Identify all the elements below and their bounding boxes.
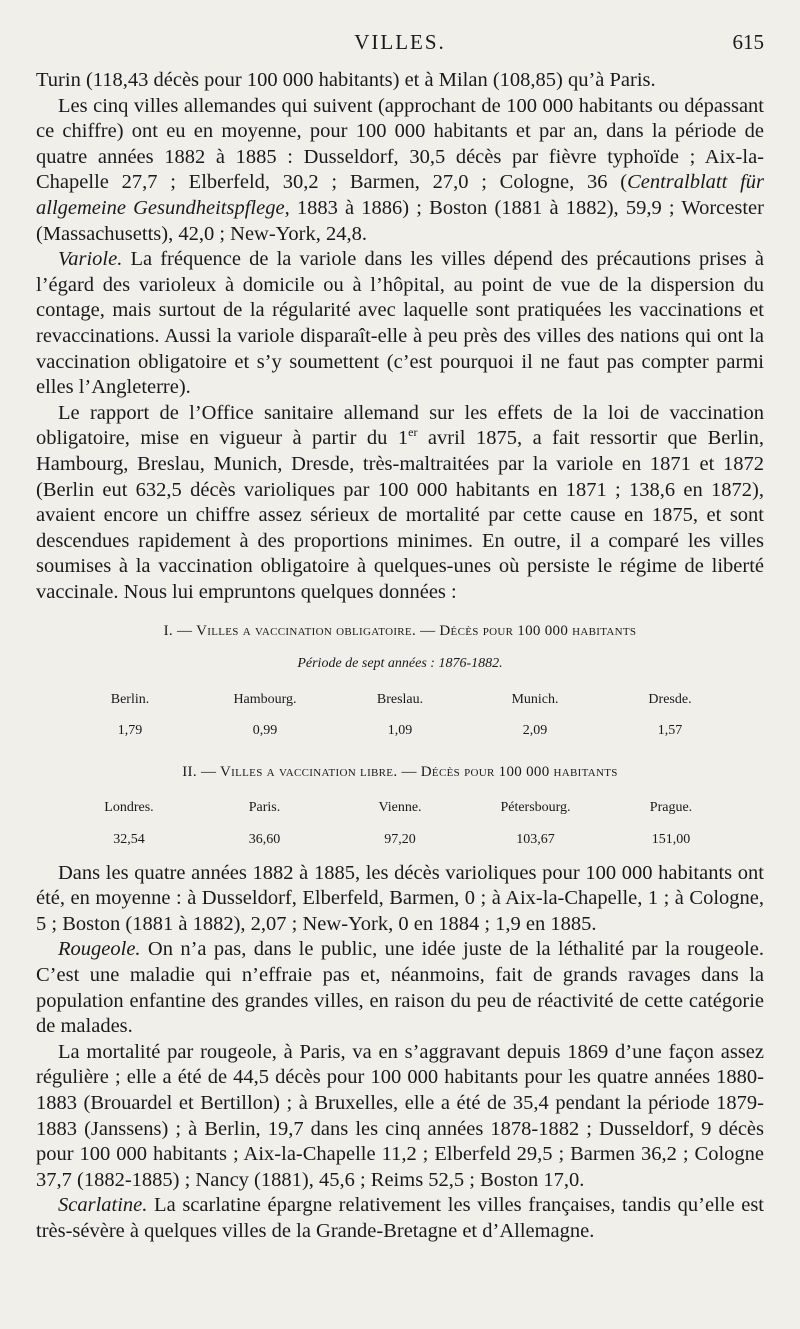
city-value: 2,09 bbox=[522, 723, 548, 739]
city-value: 151,00 bbox=[651, 832, 691, 848]
table-value-row bbox=[36, 718, 764, 744]
table-subtitle: Période de sept années : 1876-1882. bbox=[297, 656, 503, 672]
table-title-right: — Décès pour 100 000 habitants bbox=[420, 623, 637, 640]
table-title bbox=[36, 760, 764, 786]
city-value: 1,57 bbox=[657, 723, 683, 739]
paragraph bbox=[36, 247, 764, 401]
city-name: Breslau. bbox=[376, 691, 424, 707]
paragraph bbox=[36, 1193, 764, 1244]
paragraph: Dans les quatre années 1882 à 1885, les décès varioliques pour 100 000 habitants ont été, en moyenne : à Dusseldorf, Elberfeld, Barmen, 0 ; à Aix-la-Chapelle, 1 ; à Cologne, 5 ; Boston (1881 à 1882), 2,07 ; New-York, 0 en 1884 ; 1,9 en 1885. bbox=[36, 861, 764, 935]
text-run: La fréquence de la variole dans les villes dépend des précautions prises à l’égard des varioleux à domicile ou à l’hôpital, au point de vue de la dispersion du contage, mais surtout de la régularité avec laquelle sont pratiquées les vaccinations et revaccinations. Aussi la variole disparaît-elle à peu près des villes des nations qui ont la vaccination obligatoire et s’y soumettent (c’est pourquoi il ne faut pas compter parmi elles l’Angleterre). bbox=[36, 248, 764, 399]
table-vaccination-libre bbox=[36, 760, 764, 853]
text-run: On n’a pas, dans le public, une idée juste de la léthalité par la rougeole. C’est une maladie qui n’effraie pas et, néanmoins, fait de grands ravages dans la population enfantine des grandes villes, en raison du peu de réactivité de cette catégorie de malades. bbox=[36, 938, 764, 1038]
city-value: 103,67 bbox=[516, 832, 555, 848]
citation-title: Centralblatt für allgemeine Gesundheitspflege bbox=[36, 171, 764, 219]
paragraph bbox=[36, 94, 764, 248]
text-run: Le rapport de l’Office sanitaire allemand sur les effets de la loi de vaccination obligatoire, mise en vigueur à partir du 1 bbox=[36, 401, 764, 450]
table-vaccination-obligatoire bbox=[36, 619, 764, 743]
paragraph: Turin (118,43 décès pour 100 000 habitants) et à Milan (108,85) qu’à Paris. bbox=[36, 69, 656, 91]
section-heading-rougeole: Rougeole. bbox=[58, 938, 141, 961]
city-name: Hambourg. bbox=[233, 691, 297, 707]
paragraph: La mortalité par rougeole, à Paris, va en s’aggravant depuis 1869 d’une façon assez régulière ; elle a été de 44,5 décès pour 100 000 habitants pour les quatre années 1880-1883 (Brouardel et Bertillon) ; à Bruxelles, elle a été de 35,4 pendant la période 1879-1883 (Janssens) ; à Berlin, 19,7 dans les cinq années 1878-1882 ; Dusseldorf, 9 décès pour 100 000 habitants ; Aix-la-Chapelle 11,2 ; Elberfeld 29,5 ; Barmen 36,2 ; Cologne 37,7 (1882-1885) ; Nancy (1881), 45,6 ; Reims 52,5 ; Boston 17,0. bbox=[36, 1040, 764, 1191]
superscript: er bbox=[408, 425, 418, 440]
running-title: VILLES. bbox=[354, 30, 446, 54]
city-name: Berlin. bbox=[110, 691, 150, 707]
city-name: Vienne. bbox=[378, 800, 422, 816]
city-name: Prague. bbox=[649, 800, 693, 816]
paragraph bbox=[36, 401, 764, 606]
table-title-left: I. — Villes a vaccination obligatoire. bbox=[163, 623, 416, 640]
city-value: 1,79 bbox=[117, 723, 143, 739]
table-header-row bbox=[36, 795, 764, 821]
page-header bbox=[36, 30, 764, 60]
city-value: 32,54 bbox=[113, 832, 145, 848]
text-run: , 1883 à 1886) ; Boston (1881 à 1882), 59,9 ; Worcester (Massachusetts), 42,0 ; New-York, 24,8. bbox=[36, 196, 764, 245]
table-title bbox=[36, 619, 764, 645]
city-name: Londres. bbox=[104, 800, 154, 816]
table-title-right: — Décès pour 100 000 habitants bbox=[401, 763, 618, 780]
text-run: avril 1875, a fait ressortir que Berlin, Hambourg, Breslau, Munich, Dresde, très-maltraitées par la variole en 1871 et 1872 (Berlin eut 632,5 décès varioliques par 100 000 habitants en 1871 ; 138,6 en 1872), avaient encore un chiffre assez sérieux de mortalité par cette cause en 1875, et sont descendues rapidement à des proportions minimes. En outre, il a comparé les villes soumises à la vaccination obligatoire à quelques-unes où persiste le régime de liberté vaccinale. Nous lui empruntons quelques données : bbox=[36, 427, 764, 603]
city-name: Munich. bbox=[511, 691, 559, 707]
text-run: Les cinq villes allemandes qui suivent (approchant de 100 000 habitants ou dépassant ce chiffre) ont eu en moyenne, pour 100 000 habitants et par an, dans la période de quatre années 1882 à 1885 : Dusseldorf, 30,5 décès par fièvre typhoïde ; Aix-la-Chapelle 27,7 ; Elberfeld, 30,2 ; Barmen, 27,0 ; Cologne, 36 ( bbox=[36, 94, 764, 194]
page-number: 615 bbox=[732, 30, 764, 54]
city-value: 36,60 bbox=[248, 832, 281, 848]
table-value-row bbox=[36, 827, 764, 853]
city-value: 0,99 bbox=[252, 723, 278, 739]
city-value: 97,20 bbox=[384, 832, 416, 848]
table-title-left: II. — Villes a vaccination libre. bbox=[182, 763, 398, 780]
city-name: Paris. bbox=[248, 800, 281, 816]
city-value: 1,09 bbox=[387, 723, 413, 739]
table-header-row bbox=[36, 687, 764, 713]
section-heading-scarlatine: Scarlatine. bbox=[58, 1194, 148, 1217]
city-name: Dresde. bbox=[648, 691, 692, 707]
text-run: La scarlatine épargne relativement les villes françaises, tandis qu’elle est très-sévère à quelques villes de la Grande-Bretagne et d’Allemagne. bbox=[36, 1194, 764, 1242]
paragraph bbox=[36, 937, 764, 1039]
city-name: Pétersbourg. bbox=[500, 800, 571, 816]
body-text bbox=[36, 68, 764, 1245]
section-heading-variole: Variole. bbox=[58, 248, 123, 271]
